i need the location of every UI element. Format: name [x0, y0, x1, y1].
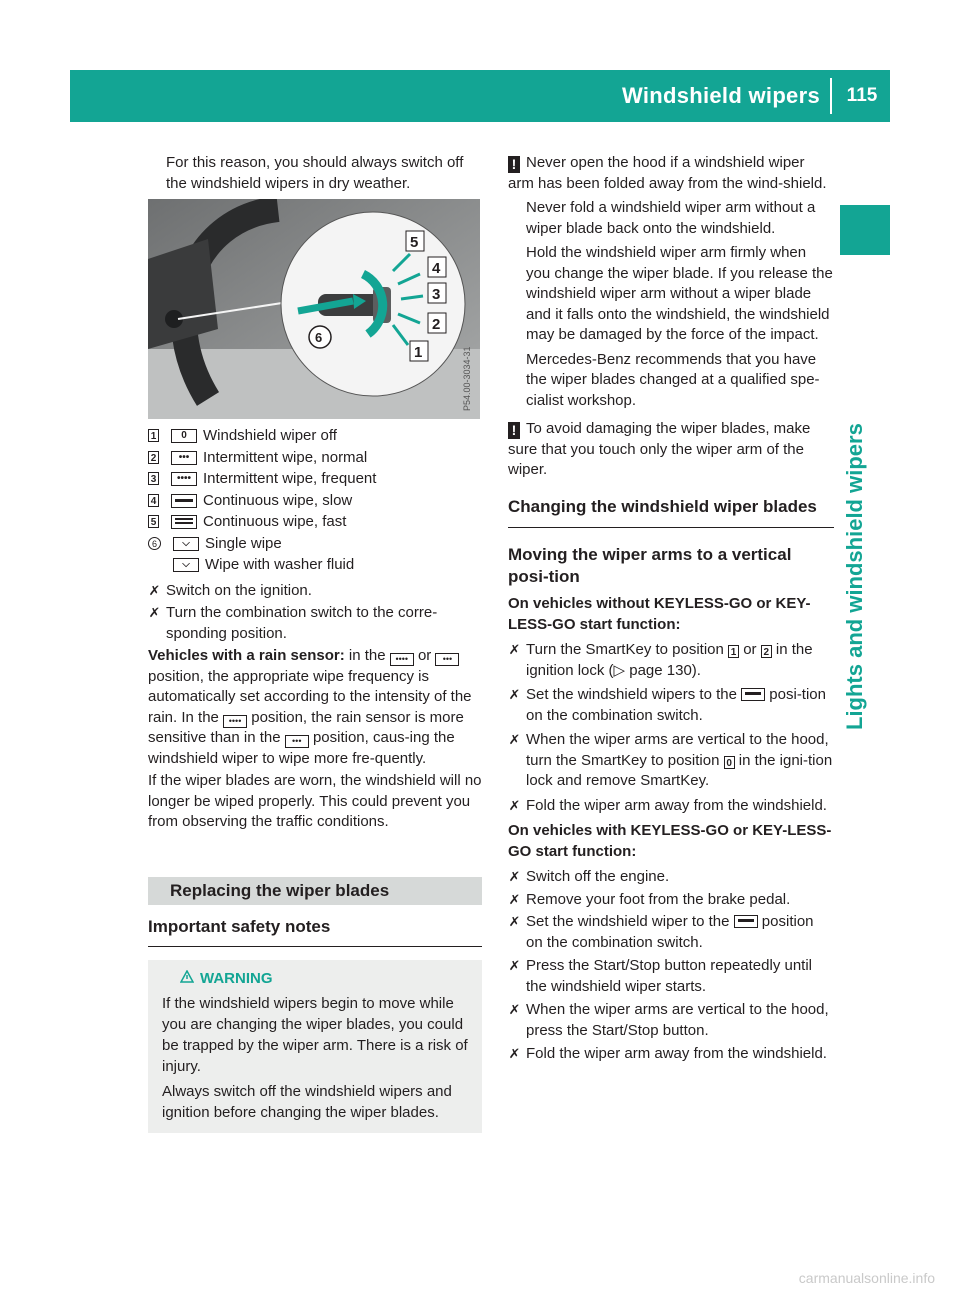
washer-fluid-icon: ⌵ [173, 558, 199, 572]
warning-heading: WARNING [162, 968, 468, 989]
step-engine-off: ✗ Switch off the engine. [508, 867, 834, 888]
intermittent-frequent-icon: •••• [390, 653, 414, 666]
step-turn-switch: ✗ Turn the combination switch to the corre-sponding position. [148, 603, 482, 644]
step-ignition: ✗ Switch on the ignition. [148, 581, 482, 602]
note-touch: ! To avoid damaging the wiper blades, make sure that you touch only the wiper arm of the wiper. [508, 420, 811, 478]
left-column [148, 153, 482, 194]
callout-2: 2 [432, 316, 441, 333]
watermark: carmanualsonline.info [798, 1270, 935, 1286]
header-divider [830, 78, 832, 114]
step-fold-arm: ✗ Fold the wiper arm away from the windshield. [508, 796, 834, 817]
list-item: 4 Continuous wipe, slow [148, 491, 482, 513]
intermittent-frequent-icon: •••• [171, 472, 197, 486]
worn-blades-text: If the wiper blades are worn, the windshield will no longer be wiped properly. This could prevent you from observing the traffic conditions. [148, 772, 482, 830]
intro-text: For this reason, you should always switch off the windshield wipers in dry weather. [166, 154, 464, 192]
heading-with-keyless: On vehicles with KEYLESS-GO or KEY-LESS-GO start function: [508, 822, 832, 860]
heading-changing: Changing the windshield wiper blades [508, 496, 817, 516]
step-set-wipers: ✗ Set the windshield wipers to the posi-tion on the combination switch. [508, 685, 834, 726]
callout-4: 4 [432, 260, 441, 277]
page-number: 115 [846, 85, 878, 106]
step-set-wiper: ✗ Set the windshield wiper to the position on the combination switch. [508, 912, 834, 953]
chapter-tab [840, 205, 890, 255]
callout-6: 6 [315, 330, 323, 345]
section-title: Replacing the wiper blades [148, 877, 482, 905]
step-fold-arm-2: ✗ Fold the wiper arm away from the windshield. [508, 1044, 834, 1065]
warning-box [148, 960, 482, 1133]
note-icon: ! [508, 156, 520, 173]
right-column: ! Never open the hood if a windshield wiper arm has been folded away from the wind-shield. Never fold a windshield wiper arm without a wiper blade back onto the windshield. Hold the windshield wiper arm firmly when you change the wiper blade. If you release the windshield wiper arm without a wiper blade and it falls onto the windshield, the windshield may be damaged by the force of the impact. Mercedes-Benz recommends that you have the wiper blades changed at a qualified spe-cialist workshop. ! To avoid damaging the wiper blades, make sure that you touch only the wiper arm of the wiper. Changing the windshield wiper blades Moving the wiper arms to a vertical posi-tion On vehicles without KEYLESS-GO or KEY-LESS-GO start function: ✗ Turn the SmartKey to position 1 or 2 in the ignition lock (▷ page 130). ✗ Set the windshield wipers to the posi-tion on the combination switch. ✗ When the wiper arms are vertical to the hood, turn the SmartKey to position 0 in the igni-tion lock and remove SmartKey. ✗ Fold the wiper arm away from the windshield. On vehicles with KEYLESS-GO or KEY-LESS-GO start function: ✗ Switch off the engine. ✗ Remove your foot from the brake pedal. ✗ Set the windshield wiper to the position on the combination switch. ✗ Press the Start/Stop button repeatedly until the windshield wiper starts. ✗ When the wiper arms are vertical to the hood, press the Start/Stop button. ✗ Fold the wiper arm away from the windshield. [508, 153, 834, 1065]
warning-triangle-icon [180, 968, 194, 989]
figure-code: P54.00-3034-31 [462, 346, 472, 411]
heading-moving: Moving the wiper arms to a vertical posi-tion [508, 545, 792, 586]
position-list [148, 426, 482, 833]
list-item: 1 0 Windshield wiper off [148, 426, 482, 448]
note-hood: ! Never open the hood if a windshield wiper arm has been folded away from the wind-shield. [508, 154, 827, 192]
wiper-switch-illustration [148, 199, 480, 419]
intermittent-normal-icon: ••• [171, 451, 197, 465]
page-title: Windshield wipers [621, 83, 820, 108]
list-item: ⌵ Wipe with washer fluid [148, 555, 482, 577]
callout-3: 3 [432, 286, 441, 303]
step-remove-key: ✗ When the wiper arms are vertical to the hood, turn the SmartKey to position 0 in the igni-tion lock and remove SmartKey. [508, 730, 834, 792]
warning-text-1: If the windshield wipers begin to move while you are changing the wiper blades, you could be trapped by the wiper arm. There is a risk of injury. [162, 994, 468, 1075]
wiper-off-icon: 0 [171, 429, 197, 443]
callout-1: 1 [414, 344, 423, 361]
step-press-button: ✗ When the wiper arms are vertical to the hood, press the Start/Stop button. [508, 1000, 834, 1041]
list-item: 2 ••• Intermittent wipe, normal [148, 448, 482, 470]
step-brake: ✗ Remove your foot from the brake pedal. [508, 890, 834, 911]
step-start-stop: ✗ Press the Start/Stop button repeatedly until the windshield wiper starts. [508, 956, 834, 997]
continuous-fast-icon [171, 515, 197, 529]
steering-wheel-illustration [148, 199, 480, 419]
list-item: 6 ⌵ Single wipe [148, 534, 482, 556]
list-item: 3 •••• Intermittent wipe, frequent [148, 469, 482, 491]
replacing-section [148, 877, 482, 1133]
list-item: 5 Continuous wipe, fast [148, 512, 482, 534]
single-wipe-icon: ⌵ [173, 537, 199, 551]
rain-sensor-paragraph: Vehicles with a rain sensor: in the •••• or ••• position, the appropriate wipe frequency is automatically set according to the intensity of the rain. In the •••• position, the rain sensor is more sensitive than in the ••• position, caus-ing the windshield wiper to wipe more fre-quently. [148, 647, 472, 767]
note-icon: ! [508, 422, 520, 439]
callout-5: 5 [410, 234, 419, 251]
continuous-slow-icon [741, 688, 765, 701]
step-turn-key: ✗ Turn the SmartKey to position 1 or 2 in the ignition lock (▷ page 130). [508, 640, 834, 681]
continuous-slow-icon [734, 915, 758, 928]
continuous-slow-icon [171, 494, 197, 508]
intermittent-frequent-icon: •••• [223, 715, 247, 728]
intermittent-normal-icon: ••• [435, 653, 459, 666]
warning-text-2: Always switch off the windshield wipers and ignition before changing the wiper blades. [162, 1082, 452, 1121]
heading-without-keyless: On vehicles without KEYLESS-GO or KEY-LESS-GO start function: [508, 595, 811, 633]
intermittent-normal-icon: ••• [285, 735, 309, 748]
page-header [70, 70, 890, 122]
subsection-title: Important safety notes [148, 917, 331, 936]
